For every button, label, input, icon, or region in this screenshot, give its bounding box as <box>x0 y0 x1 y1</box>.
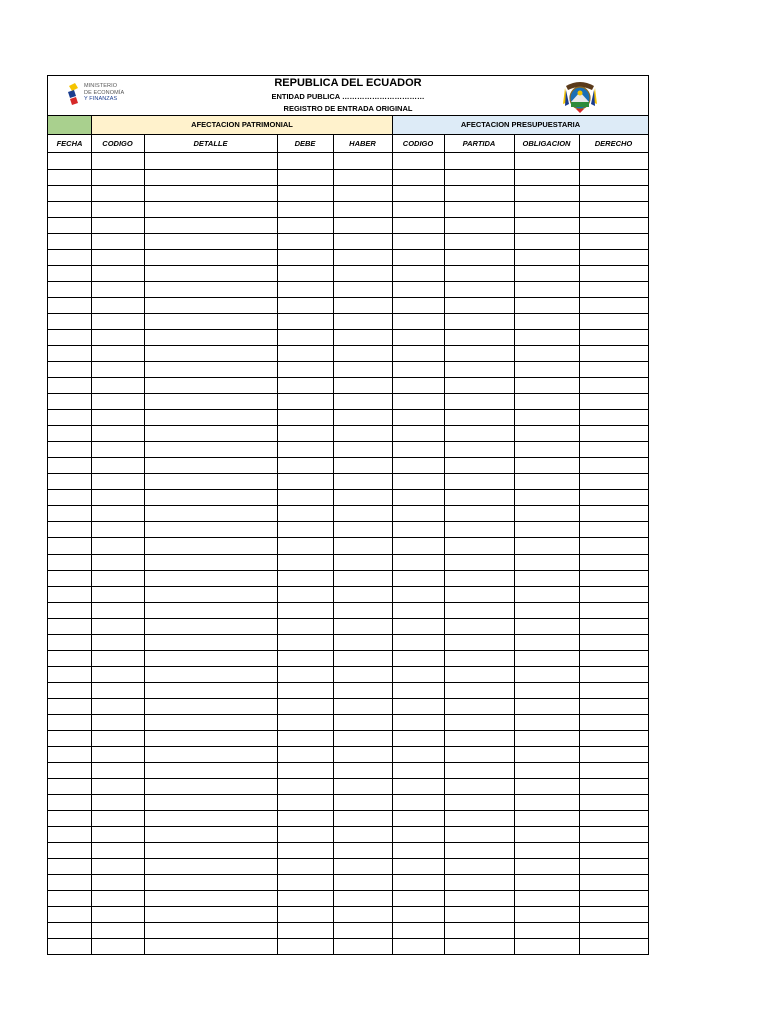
table-row <box>48 345 648 346</box>
table-row <box>48 730 648 731</box>
col-fecha: FECHA <box>56 139 83 148</box>
table-row <box>48 297 648 298</box>
table-row <box>48 169 648 170</box>
table-row <box>48 826 648 827</box>
entity-line: ENTIDAD PUBLICA …………………………… <box>271 92 425 101</box>
col-partida: PARTIDA <box>462 139 496 148</box>
table-row <box>48 778 648 779</box>
col-debe: DEBE <box>294 139 316 148</box>
table-row <box>48 858 648 859</box>
table-row <box>48 746 648 747</box>
table-row <box>48 874 648 875</box>
table-row <box>48 281 648 282</box>
table-row <box>48 618 648 619</box>
table-row <box>48 409 648 410</box>
table-row <box>48 521 648 522</box>
column-header-row <box>48 135 648 153</box>
table-row <box>48 714 648 715</box>
fecha-group-cell <box>48 116 91 134</box>
table-row <box>48 249 648 250</box>
table-row <box>48 922 648 923</box>
table-row <box>48 441 648 442</box>
table-row <box>48 505 648 506</box>
table-row <box>48 682 648 683</box>
table-row <box>48 361 648 362</box>
table-row <box>48 810 648 811</box>
table-row <box>48 890 648 891</box>
table-row <box>48 602 648 603</box>
table-row <box>48 570 648 571</box>
page-title: REPUBLICA DEL ECUADOR <box>274 77 422 89</box>
col-codigo-presupuestario: CODIGO <box>402 139 434 148</box>
table-row <box>48 537 648 538</box>
col-codigo-patrimonial: CODIGO <box>102 139 133 148</box>
sheet-header <box>48 76 648 116</box>
presupuestaria-group-header: AFECTACION PRESUPUESTARIA <box>392 116 648 134</box>
table-row <box>48 425 648 426</box>
table-row <box>48 329 648 330</box>
col-haber: HABER <box>349 139 376 148</box>
col-derecho: DERECHO <box>594 139 633 148</box>
register-line: REGISTRO DE ENTRADA ORIGINAL <box>283 104 413 113</box>
register-sheet <box>47 75 649 955</box>
table-row <box>48 762 648 763</box>
table-row <box>48 666 648 667</box>
table-row <box>48 554 648 555</box>
table-row <box>48 794 648 795</box>
table-row <box>48 489 648 490</box>
table-row <box>48 698 648 699</box>
table-row <box>48 393 648 394</box>
table-row <box>48 377 648 378</box>
register-table-body <box>48 153 648 954</box>
table-row <box>48 265 648 266</box>
table-row <box>48 185 648 186</box>
table-row <box>48 650 648 651</box>
patrimonial-group-header: AFECTACION PATRIMONIAL <box>91 116 392 134</box>
table-row <box>48 473 648 474</box>
ecuador-coat-of-arms-icon <box>562 78 598 114</box>
group-header-row <box>48 116 648 135</box>
table-row <box>48 233 648 234</box>
table-row <box>48 457 648 458</box>
table-row <box>48 586 648 587</box>
col-detalle: DETALLE <box>193 139 228 148</box>
col-obligacion: OBLIGACION <box>522 139 571 148</box>
table-row <box>48 217 648 218</box>
table-row <box>48 938 648 939</box>
table-row <box>48 313 648 314</box>
table-row <box>48 906 648 907</box>
table-row <box>48 201 648 202</box>
table-row <box>48 842 648 843</box>
ministry-logo-text: MINISTERIO DE ECONOMÍA Y FINANZAS <box>84 83 125 102</box>
table-row <box>48 634 648 635</box>
